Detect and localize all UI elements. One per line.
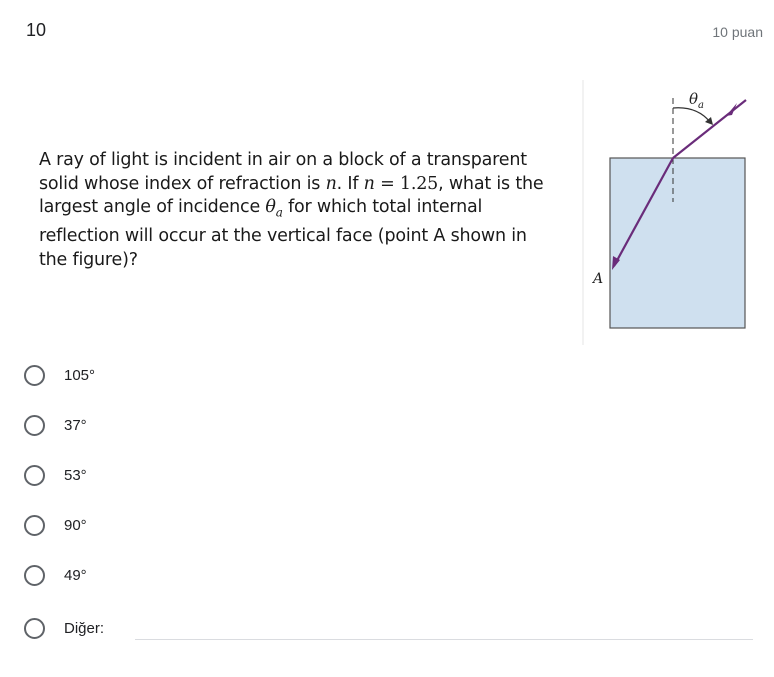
math-n: n [325,173,337,194]
question-text-part: A ray of light is incident in air on a block of a transparent solid whose index of refraction is [39,150,527,194]
radio-button[interactable] [24,415,45,436]
math-equation: = 1.25 [374,173,439,194]
point-a-label: A [593,271,604,287]
math-theta-sub: a [275,205,283,220]
option-37[interactable] [24,412,87,438]
radio-button[interactable] [24,465,45,486]
option-105[interactable] [24,362,95,388]
option-label: 53° [64,466,87,484]
radio-button[interactable] [24,618,45,639]
option-label: 90° [64,516,87,534]
option-label: 37° [64,416,87,434]
option-label: 105° [64,366,96,384]
angle-label-sub: a [698,100,704,111]
transparent-block [610,158,745,328]
option-label: Diğer: [64,619,105,637]
question-text [39,149,559,272]
refraction-figure [582,80,767,345]
radio-button[interactable] [24,515,45,536]
radio-button[interactable] [24,565,45,586]
radio-button[interactable] [24,365,45,386]
option-other[interactable] [24,615,104,641]
option-49[interactable] [24,562,87,588]
question-number: 10 [26,20,47,40]
other-text-input[interactable] [135,639,753,640]
option-label: 49° [64,566,87,584]
question-text-part: , what is the largest angle of incidence [39,173,544,218]
question-points: 10 puan [712,24,763,40]
question-text-part: . If [336,173,364,194]
question-text-part: for which total internal reflection will occur at the vertical face (point A shown in the figure)? [39,197,527,270]
angle-label-symbol: θ [689,90,699,108]
math-theta: θ [265,197,276,218]
option-90[interactable] [24,512,87,538]
option-53[interactable] [24,462,87,488]
math-n: n [363,173,375,194]
